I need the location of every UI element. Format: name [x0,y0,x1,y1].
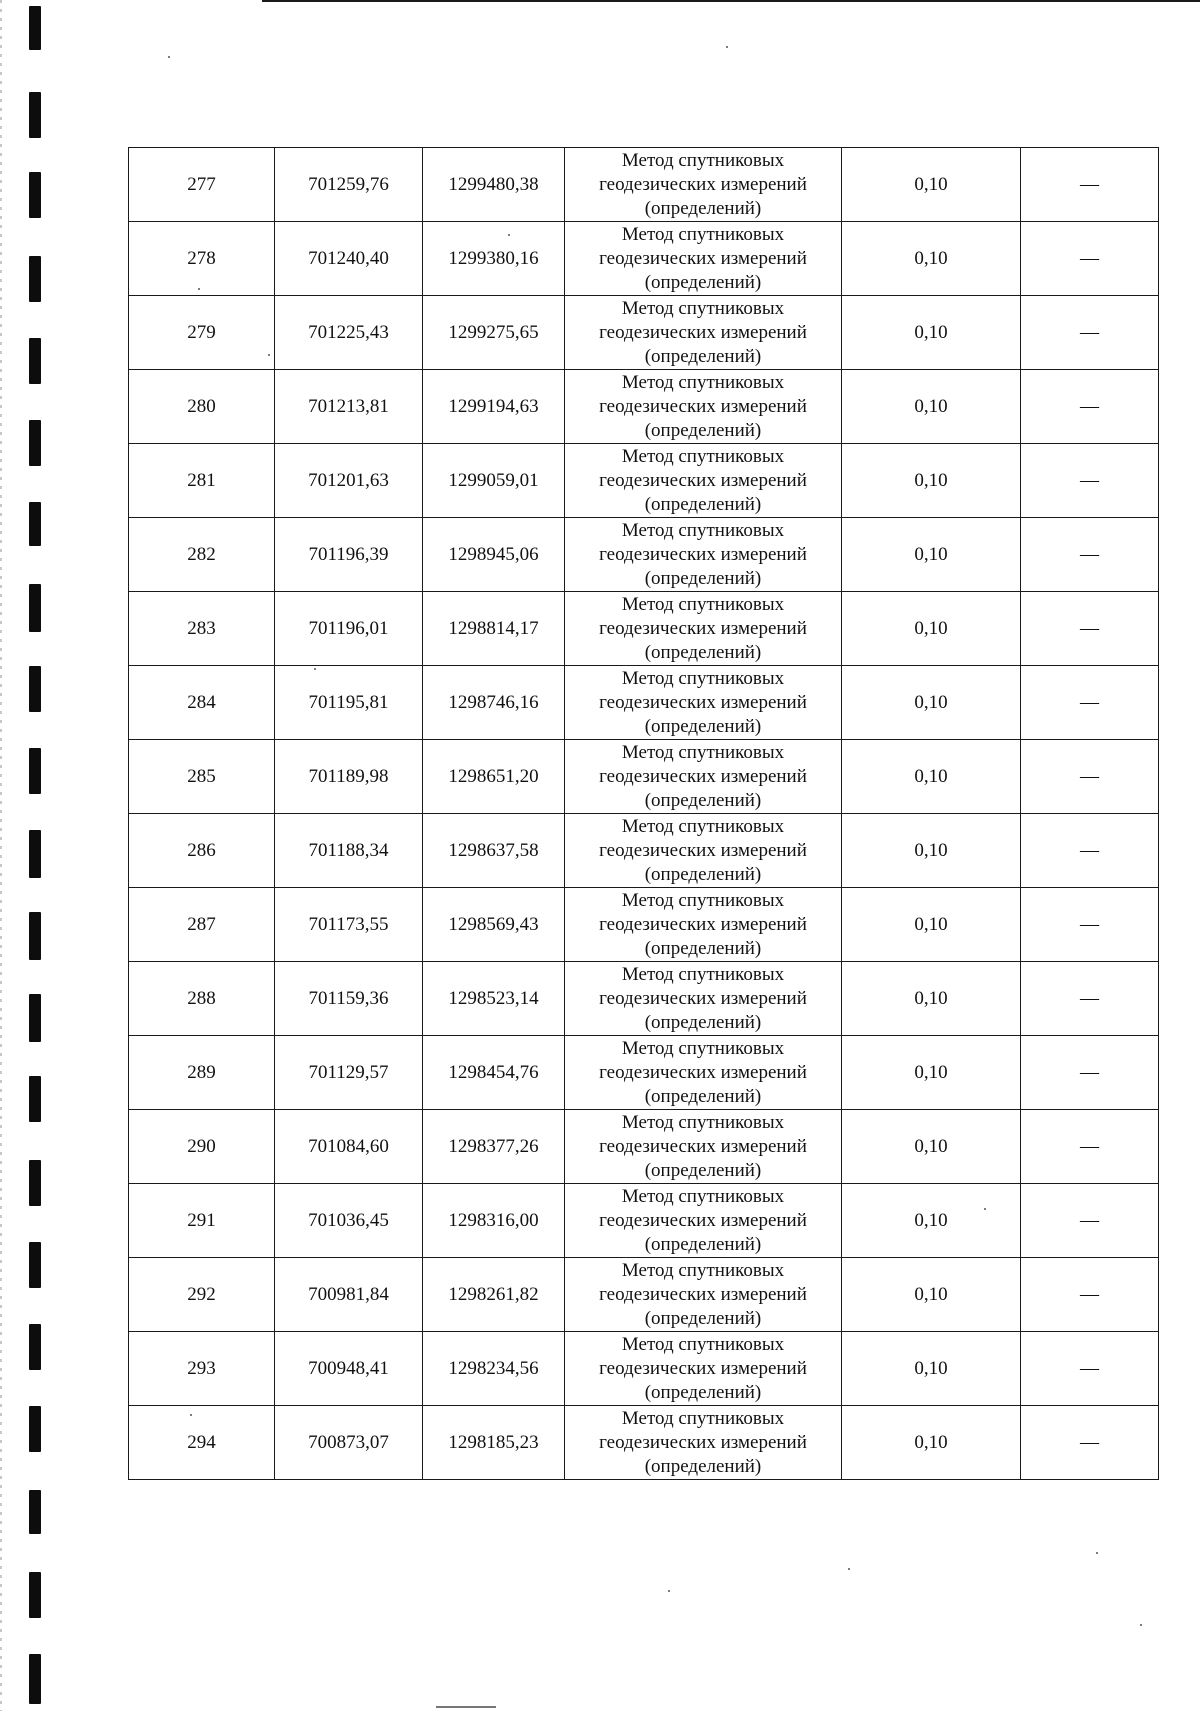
y-coordinate-cell: 1299059,01 [423,444,565,518]
binding-mark [29,1654,41,1704]
method-text-line: геодезических измерений [599,691,807,713]
binding-mark [29,1572,41,1618]
x-coordinate-cell: 701225,43 [275,296,423,370]
binding-mark [29,666,41,712]
x-coordinate-cell: 701129,57 [275,1036,423,1110]
description-cell: — [1021,814,1159,888]
x-coordinate-cell: 701201,63 [275,444,423,518]
method-text-line: геодезических измерений [599,1357,807,1379]
table-row [129,370,1159,444]
x-coordinate-cell: 700981,84 [275,1258,423,1332]
y-coordinate-cell: 1298523,14 [423,962,565,1036]
point-number-cell: 282 [129,518,275,592]
method-text-line: Метод спутниковых [621,593,785,615]
binding-mark [29,994,41,1042]
method-cell [565,592,842,666]
method-text-line: Метод спутниковых [621,667,785,689]
method-cell [565,1258,842,1332]
method-cell [565,1406,842,1480]
point-number-cell: 284 [129,666,275,740]
method-text-line: Метод спутниковых [621,1185,785,1207]
point-number-cell: 280 [129,370,275,444]
method-text-line: геодезических измерений [599,839,807,861]
description-cell: — [1021,148,1159,222]
y-coordinate-cell: 1298945,06 [423,518,565,592]
method-cell [565,888,842,962]
x-coordinate-cell: 701213,81 [275,370,423,444]
accuracy-cell: 0,10 [842,1110,1021,1184]
method-text-line: геодезических измерений [599,617,807,639]
y-coordinate-cell: 1298569,43 [423,888,565,962]
scan-speck [1140,1624,1142,1626]
binding-mark [29,338,41,384]
description-cell: — [1021,222,1159,296]
point-number-cell: 286 [129,814,275,888]
table-row [129,222,1159,296]
accuracy-cell: 0,10 [842,962,1021,1036]
method-text-line: геодезических измерений [599,1283,807,1305]
method-text-line: геодезических измерений [599,1209,807,1231]
method-text-line: Метод спутниковых [621,1407,785,1429]
y-coordinate-cell: 1299194,63 [423,370,565,444]
point-number-cell: 288 [129,962,275,1036]
accuracy-cell: 0,10 [842,1036,1021,1110]
y-coordinate-cell: 1298651,20 [423,740,565,814]
method-cell [565,296,842,370]
point-number-cell: 294 [129,1406,275,1480]
method-cell [565,962,842,1036]
binding-mark [29,1076,41,1122]
description-cell: — [1021,1332,1159,1406]
method-text-line: Метод спутниковых [621,519,785,541]
description-cell: — [1021,370,1159,444]
method-text-line: (определений) [644,271,762,293]
table-row [129,1036,1159,1110]
binding-mark [29,92,41,138]
method-text-line: Метод спутниковых [621,297,785,319]
description-cell: — [1021,962,1159,1036]
binding-mark [29,1242,41,1288]
accuracy-cell: 0,10 [842,370,1021,444]
point-number-cell: 293 [129,1332,275,1406]
method-text-line: Метод спутниковых [621,149,785,171]
accuracy-cell: 0,10 [842,148,1021,222]
y-coordinate-cell: 1298316,00 [423,1184,565,1258]
method-cell [565,1184,842,1258]
method-cell [565,1332,842,1406]
method-cell [565,518,842,592]
bottom-edge-mark [436,1706,496,1708]
accuracy-cell: 0,10 [842,740,1021,814]
point-number-cell: 285 [129,740,275,814]
point-number-cell: 277 [129,148,275,222]
y-coordinate-cell: 1299480,38 [423,148,565,222]
point-number-cell: 279 [129,296,275,370]
method-text-line: геодезических измерений [599,469,807,491]
table-row [129,814,1159,888]
description-cell: — [1021,1036,1159,1110]
accuracy-cell: 0,10 [842,1258,1021,1332]
binding-mark [29,420,41,466]
x-coordinate-cell: 701188,34 [275,814,423,888]
method-cell [565,148,842,222]
y-coordinate-cell: 1299275,65 [423,296,565,370]
table-row [129,1258,1159,1332]
top-border-line [262,0,1200,2]
binding-mark [29,1160,41,1206]
binding-holes-strip [0,0,60,1711]
method-text-line: Метод спутниковых [621,371,785,393]
table-row [129,962,1159,1036]
accuracy-cell: 0,10 [842,814,1021,888]
table-row [129,1406,1159,1480]
accuracy-cell: 0,10 [842,1406,1021,1480]
table-row [129,1184,1159,1258]
table-row [129,592,1159,666]
table-row [129,148,1159,222]
x-coordinate-cell: 701159,36 [275,962,423,1036]
x-coordinate-cell: 700948,41 [275,1332,423,1406]
description-cell: — [1021,296,1159,370]
binding-mark [29,502,41,546]
method-text-line: (определений) [644,197,762,219]
method-text-line: (определений) [644,1233,762,1255]
method-text-line: геодезических измерений [599,321,807,343]
table-row [129,888,1159,962]
method-text-line: Метод спутниковых [621,223,785,245]
point-number-cell: 283 [129,592,275,666]
accuracy-cell: 0,10 [842,222,1021,296]
point-number-cell: 291 [129,1184,275,1258]
x-coordinate-cell: 701195,81 [275,666,423,740]
point-number-cell: 287 [129,888,275,962]
method-text-line: Метод спутниковых [621,815,785,837]
x-coordinate-cell: 701084,60 [275,1110,423,1184]
method-text-line: (определений) [644,1085,762,1107]
binding-mark [29,172,41,218]
y-coordinate-cell: 1298261,82 [423,1258,565,1332]
x-coordinate-cell: 700873,07 [275,1406,423,1480]
method-text-line: (определений) [644,1011,762,1033]
binding-mark [29,1490,41,1534]
accuracy-cell: 0,10 [842,666,1021,740]
method-text-line: геодезических измерений [599,1431,807,1453]
method-cell [565,1110,842,1184]
method-cell [565,740,842,814]
method-text-line: Метод спутниковых [621,963,785,985]
x-coordinate-cell: 701173,55 [275,888,423,962]
method-text-line: геодезических измерений [599,395,807,417]
method-text-line: (определений) [644,789,762,811]
y-coordinate-cell: 1298814,17 [423,592,565,666]
description-cell: — [1021,1184,1159,1258]
method-text-line: Метод спутниковых [621,889,785,911]
method-text-line: геодезических измерений [599,1135,807,1157]
description-cell: — [1021,666,1159,740]
y-coordinate-cell: 1298234,56 [423,1332,565,1406]
description-cell: — [1021,444,1159,518]
method-text-line: (определений) [644,419,762,441]
method-text-line: геодезических измерений [599,173,807,195]
accuracy-cell: 0,10 [842,592,1021,666]
x-coordinate-cell: 701196,39 [275,518,423,592]
x-coordinate-cell: 701189,98 [275,740,423,814]
method-text-line: геодезических измерений [599,1061,807,1083]
table-row [129,518,1159,592]
method-text-line: (определений) [644,1307,762,1329]
description-cell: — [1021,1258,1159,1332]
table-row [129,444,1159,518]
table-row [129,1332,1159,1406]
method-cell [565,1036,842,1110]
y-coordinate-cell: 1298377,26 [423,1110,565,1184]
method-text-line: геодезических измерений [599,913,807,935]
accuracy-cell: 0,10 [842,518,1021,592]
description-cell: — [1021,888,1159,962]
point-number-cell: 290 [129,1110,275,1184]
accuracy-cell: 0,10 [842,1184,1021,1258]
description-cell: — [1021,1406,1159,1480]
method-cell [565,370,842,444]
method-text-line: (определений) [644,715,762,737]
x-coordinate-cell: 701036,45 [275,1184,423,1258]
binding-mark [29,256,41,302]
point-number-cell: 281 [129,444,275,518]
method-text-line: геодезических измерений [599,987,807,1009]
description-cell: — [1021,592,1159,666]
method-text-line: геодезических измерений [599,247,807,269]
table-row [129,296,1159,370]
binding-mark [29,6,41,50]
binding-mark [29,1406,41,1452]
point-number-cell: 292 [129,1258,275,1332]
method-cell [565,222,842,296]
method-text-line: Метод спутниковых [621,445,785,467]
method-text-line: (определений) [644,567,762,589]
accuracy-cell: 0,10 [842,296,1021,370]
method-text-line: Метод спутниковых [621,741,785,763]
scan-speck [848,1568,850,1570]
point-number-cell: 289 [129,1036,275,1110]
coordinates-table [128,147,1159,1480]
method-text-line: (определений) [644,937,762,959]
table-row [129,1110,1159,1184]
method-text-line: геодезических измерений [599,543,807,565]
method-cell [565,444,842,518]
description-cell: — [1021,740,1159,814]
binding-mark [29,912,41,960]
scan-speck [668,1590,670,1592]
method-text-line: (определений) [644,1455,762,1477]
method-text-line: (определений) [644,641,762,663]
method-text-line: Метод спутниковых [621,1259,785,1281]
accuracy-cell: 0,10 [842,888,1021,962]
scan-speck [726,46,728,48]
y-coordinate-cell: 1299380,16 [423,222,565,296]
y-coordinate-cell: 1298637,58 [423,814,565,888]
method-text-line: (определений) [644,345,762,367]
x-coordinate-cell: 701240,40 [275,222,423,296]
description-cell: — [1021,518,1159,592]
method-cell [565,666,842,740]
method-cell [565,814,842,888]
binding-mark [29,748,41,794]
y-coordinate-cell: 1298185,23 [423,1406,565,1480]
accuracy-cell: 0,10 [842,1332,1021,1406]
y-coordinate-cell: 1298746,16 [423,666,565,740]
method-text-line: Метод спутниковых [621,1037,785,1059]
binding-mark [29,1324,41,1370]
table-row [129,666,1159,740]
point-number-cell: 278 [129,222,275,296]
method-text-line: Метод спутниковых [621,1333,785,1355]
method-text-line: (определений) [644,1159,762,1181]
scan-speck [168,56,170,58]
binding-mark [29,584,41,632]
method-text-line: (определений) [644,493,762,515]
scan-speck [1096,1552,1098,1554]
coordinates-table-body [129,148,1159,1480]
table-row [129,740,1159,814]
method-text-line: Метод спутниковых [621,1111,785,1133]
accuracy-cell: 0,10 [842,444,1021,518]
x-coordinate-cell: 701196,01 [275,592,423,666]
x-coordinate-cell: 701259,76 [275,148,423,222]
binding-edge [0,0,2,1711]
y-coordinate-cell: 1298454,76 [423,1036,565,1110]
method-text-line: (определений) [644,863,762,885]
binding-mark [29,830,41,878]
description-cell: — [1021,1110,1159,1184]
method-text-line: геодезических измерений [599,765,807,787]
method-text-line: (определений) [644,1381,762,1403]
